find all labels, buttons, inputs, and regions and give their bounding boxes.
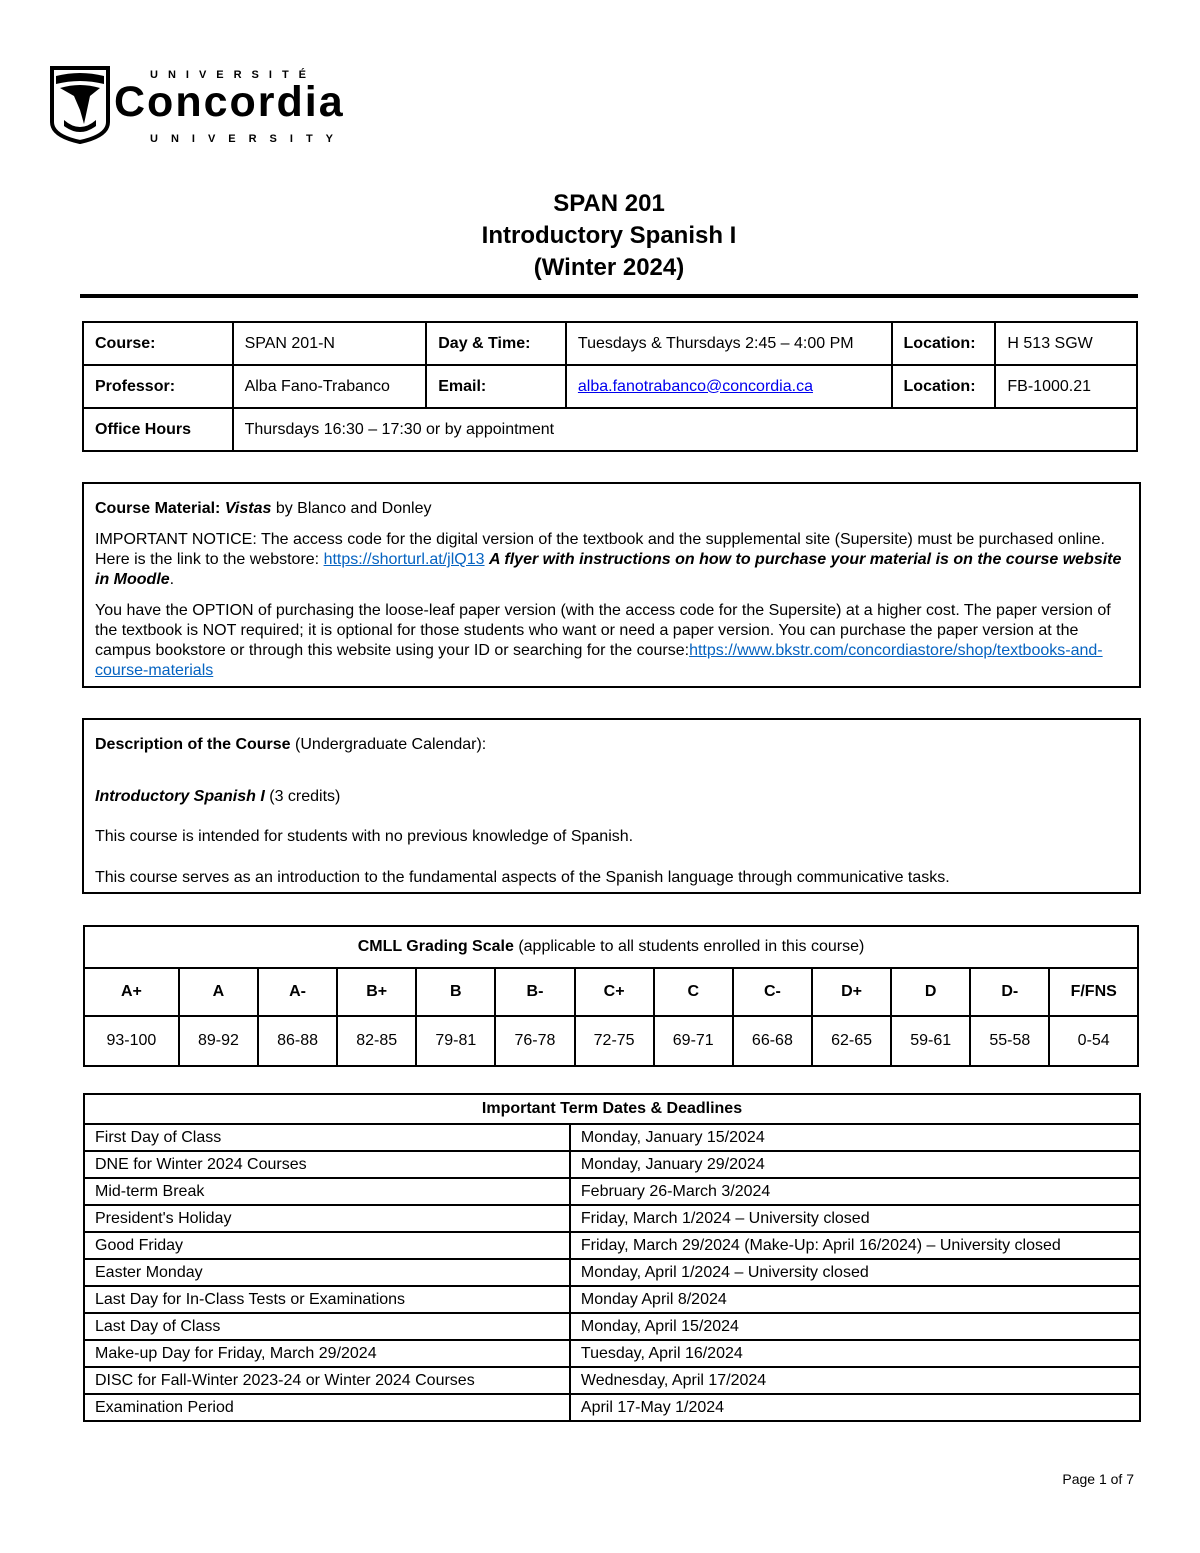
grade-letter-cell: A- — [258, 968, 337, 1016]
option-text: You have the OPTION of purchasing the loose-leaf paper version (with the access code for the Supersite) at a higher cost. The paper version of the textbook is NOT required; it is optional for those students who want or need a paper version. You can purchase the paper version at the campus bookstore or through this website using your ID or searching for the course: — [95, 602, 1111, 659]
logo-bottom-text: UNIVERSITY — [150, 133, 347, 145]
office-hours-label: Office Hours — [83, 408, 233, 451]
term-date: Monday, April 15/2024 — [570, 1313, 1140, 1340]
grading-title: CMLL Grading Scale — [357, 938, 514, 955]
description-label: Description of the Course — [95, 736, 291, 753]
table-row — [84, 1205, 1140, 1232]
term-dates-title: Important Term Dates & Deadlines — [84, 1094, 1140, 1124]
grade-range-cell: 86-88 — [258, 1016, 337, 1066]
grade-letter-cell: C- — [733, 968, 812, 1016]
description-credits: (3 credits) — [269, 788, 341, 805]
email-cell — [566, 365, 892, 408]
notice-text: The access code for the digital version of the textbook and the supplemental site (Supersite) must be purchased online. Here is the link to the webstore: — [95, 531, 1105, 568]
term-date: February 26-March 3/2024 — [570, 1178, 1140, 1205]
table-row — [84, 1232, 1140, 1259]
professor-label: Professor: — [83, 365, 233, 408]
grade-letter-cell: C+ — [575, 968, 654, 1016]
location-label: Location: — [892, 322, 996, 365]
term-date: Monday, April 1/2024 – University closed — [570, 1259, 1140, 1286]
grade-letter-cell: D — [891, 968, 970, 1016]
webstore-link[interactable]: https://shorturl.at/jlQ13 — [323, 551, 485, 568]
grade-letter-cell: B- — [495, 968, 574, 1016]
term-date: Monday April 8/2024 — [570, 1286, 1140, 1313]
notice-lead: IMPORTANT NOTICE: — [95, 531, 257, 548]
term-date: April 17-May 1/2024 — [570, 1394, 1140, 1421]
grade-letter-cell: B+ — [337, 968, 416, 1016]
table-row — [84, 1313, 1140, 1340]
table-row — [84, 968, 1138, 1016]
professor-value: Alba Fano-Trabanco — [233, 365, 427, 408]
grade-range-cell: 0-54 — [1049, 1016, 1138, 1066]
term-date: Friday, March 29/2024 (Make-Up: April 16/2024) – University closed — [570, 1232, 1140, 1259]
description-course-name: Introductory Spanish I — [95, 788, 265, 805]
term-event: Last Day of Class — [84, 1313, 570, 1340]
course-material-box: Course Material: Vistas by Blanco and Donley IMPORTANT NOTICE: The access code for the digital version of the textbook and the supplemental site (Supersite) must be purchased online. Here is the link to the webstore: https://shorturl.at/jlQ13 A flyer with instructions on how to purchase your material is on the course website in Moodle. You have the OPTION of purchasing the loose-leaf paper version (with the access code for the Supersite) at a higher cost. The paper version of the textbook is NOT required; it is optional for those students who want or need a paper version. You can purchase the paper version at the campus bookstore or through this website using your ID or searching for the course:https://www.bkstr.com/concordiastore/shop/textbooks-and-course-materials — [82, 482, 1141, 688]
grade-range-cell: 66-68 — [733, 1016, 812, 1066]
location-value: H 513 SGW — [995, 322, 1137, 365]
grade-range-cell: 59-61 — [891, 1016, 970, 1066]
grade-range-cell: 82-85 — [337, 1016, 416, 1066]
daytime-value: Tuesdays & Thursdays 2:45 – 4:00 PM — [566, 322, 892, 365]
grade-letter-cell: C — [654, 968, 733, 1016]
grade-range-cell: 72-75 — [575, 1016, 654, 1066]
term-event: Good Friday — [84, 1232, 570, 1259]
grade-range-cell: 69-71 — [654, 1016, 733, 1066]
grade-range-cell: 76-78 — [495, 1016, 574, 1066]
description-line-2: This course serves as an introduction to the fundamental aspects of the Spanish language through communicative tasks. — [95, 869, 950, 886]
grade-range-cell: 93-100 — [84, 1016, 179, 1066]
grading-title-suffix: (applicable to all students enrolled in this course) — [518, 938, 865, 955]
term-event: First Day of Class — [84, 1124, 570, 1151]
course-title-block — [0, 188, 1200, 284]
term-event: DISC for Fall-Winter 2023-24 or Winter 2024 Courses — [84, 1367, 570, 1394]
course-term: (Winter 2024) — [533, 254, 685, 281]
term-date: Wednesday, April 17/2024 — [570, 1367, 1140, 1394]
logo-top-text: UNIVERSITÉ — [150, 69, 317, 81]
flyer-text: A flyer with instructions on how to purchase your material is on the course website in Moodle — [95, 551, 1122, 588]
grade-range-cell: 62-65 — [812, 1016, 891, 1066]
term-event: President's Holiday — [84, 1205, 570, 1232]
grade-range-cell: 89-92 — [179, 1016, 258, 1066]
table-row — [84, 1394, 1140, 1421]
course-title: Introductory Spanish I — [481, 222, 737, 249]
term-dates-table — [83, 1093, 1141, 1422]
bookstore-link[interactable]: https://www.bkstr.com/concordiastore/shop/textbooks-and-course-materials — [95, 642, 1103, 679]
page-number: Page 1 of 7 — [1062, 1471, 1134, 1487]
book-title: Vistas — [224, 500, 272, 517]
grade-letter-cell: F/FNS — [1049, 968, 1138, 1016]
course-value: SPAN 201-N — [233, 322, 427, 365]
grade-letter-cell: A — [179, 968, 258, 1016]
term-date: Tuesday, April 16/2024 — [570, 1340, 1140, 1367]
email-link[interactable]: alba.fanotrabanco@concordia.ca — [577, 377, 813, 395]
course-description-box — [82, 718, 1141, 894]
office-hours-value: Thursdays 16:30 – 17:30 or by appointment — [233, 408, 1137, 451]
concordia-logo — [50, 62, 380, 152]
grade-letter-cell: D+ — [812, 968, 891, 1016]
table-row — [83, 365, 1137, 408]
table-row — [84, 1259, 1140, 1286]
course-info-table — [82, 321, 1138, 452]
grade-range-cell: 79-81 — [416, 1016, 495, 1066]
table-row — [84, 1124, 1140, 1151]
course-label: Course: — [83, 322, 233, 365]
table-row — [84, 1016, 1138, 1066]
term-event: DNE for Winter 2024 Courses — [84, 1151, 570, 1178]
office-location-label: Location: — [892, 365, 996, 408]
email-label: Email: — [426, 365, 566, 408]
logo-name: Concordia — [114, 78, 345, 126]
table-row — [84, 1367, 1140, 1394]
term-date: Friday, March 1/2024 – University closed — [570, 1205, 1140, 1232]
term-event: Examination Period — [84, 1394, 570, 1421]
table-row — [83, 322, 1137, 365]
grade-range-cell: 55-58 — [970, 1016, 1049, 1066]
grading-title-cell — [84, 926, 1138, 968]
term-event: Easter Monday — [84, 1259, 570, 1286]
grade-letter-cell: D- — [970, 968, 1049, 1016]
term-event: Make-up Day for Friday, March 29/2024 — [84, 1340, 570, 1367]
table-row — [84, 1340, 1140, 1367]
book-authors: by Blanco and Donley — [275, 500, 432, 517]
grade-letter-cell: B — [416, 968, 495, 1016]
table-row — [84, 1286, 1140, 1313]
table-row — [84, 926, 1138, 968]
table-row — [84, 1094, 1140, 1124]
table-row — [84, 1178, 1140, 1205]
course-code: SPAN 201 — [553, 190, 665, 217]
table-row — [83, 408, 1137, 451]
term-date: Monday, January 15/2024 — [570, 1124, 1140, 1151]
description-label-suffix: (Undergraduate Calendar): — [295, 736, 487, 753]
office-location-value: FB-1000.21 — [995, 365, 1137, 408]
term-event: Mid-term Break — [84, 1178, 570, 1205]
concordia-shield-icon — [50, 62, 380, 152]
term-event: Last Day for In-Class Tests or Examinations — [84, 1286, 570, 1313]
title-divider — [80, 294, 1138, 298]
description-line-1: This course is intended for students with no previous knowledge of Spanish. — [95, 828, 634, 845]
course-material-label: Course Material: — [95, 500, 221, 517]
table-row — [84, 1151, 1140, 1178]
daytime-label: Day & Time: — [426, 322, 566, 365]
grade-letter-cell: A+ — [84, 968, 179, 1016]
grading-scale-table — [83, 925, 1139, 1067]
term-date: Monday, January 29/2024 — [570, 1151, 1140, 1178]
